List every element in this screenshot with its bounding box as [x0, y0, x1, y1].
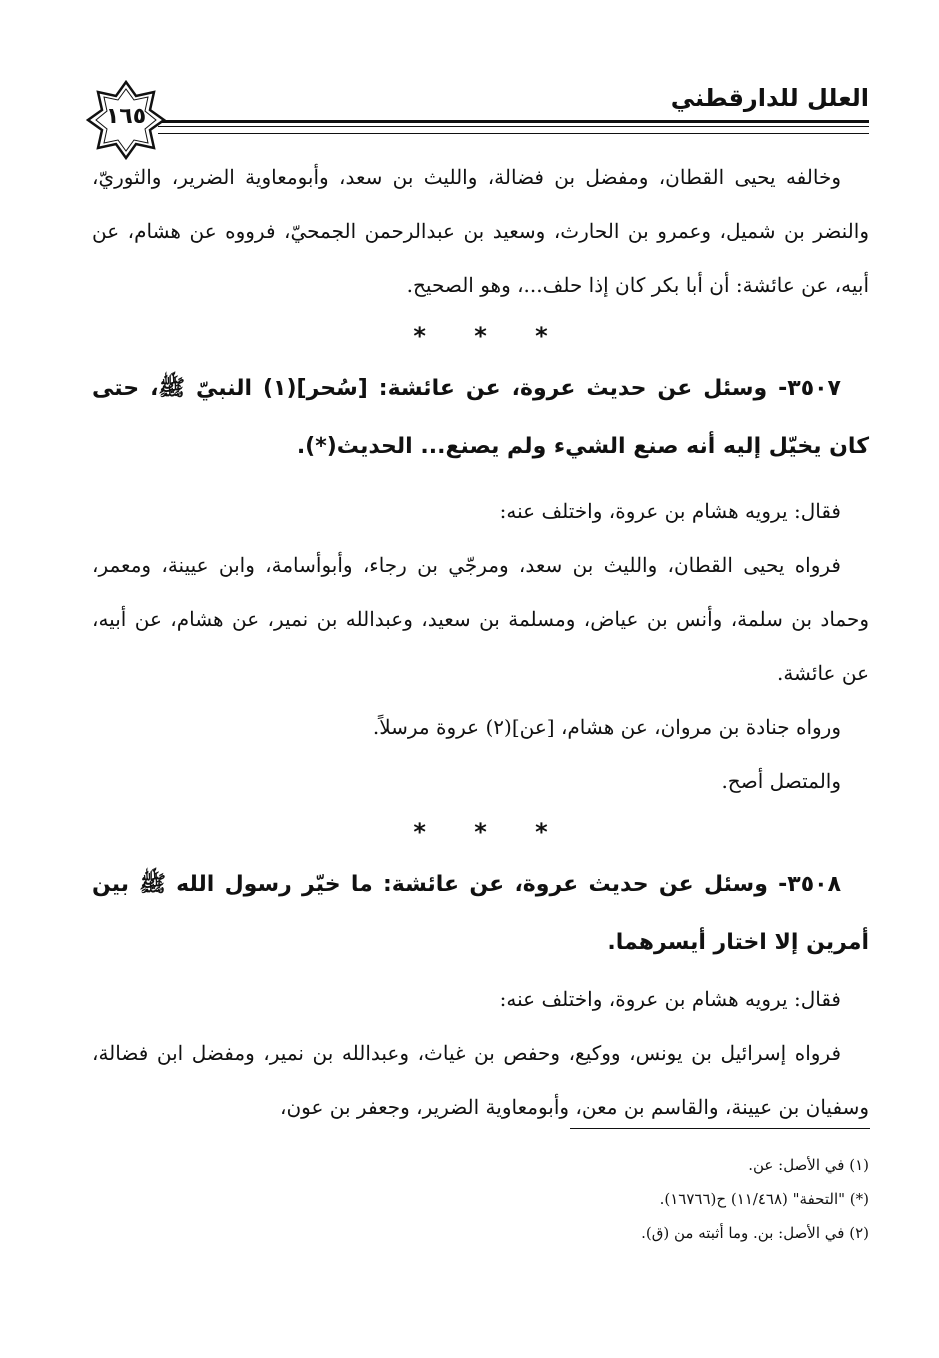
paragraph: فرواه يحيى القطان، والليث بن سعد، ومرجّي بن رجاء، وأبوأسامة، وابن عيينة، ومعمر، وحماد بن سلمة، وأنس بن عياض، ومسلمة بن سعيد، وعبدالله بن نمير، عن هشام، عن أبيه، عن عائشة.: [92, 553, 869, 685]
running-header-title: العلل للدارقطني: [670, 84, 869, 112]
paragraph: وخالفه يحيى القطان، ومفضل بن فضالة، والليث بن سعد، وأبومعاوية الضرير، والثوريّ، والنضر بن شميل، وعمرو بن الحارث، وسعيد بن عبدالرحمن الجمحيّ، فرووه عن هشام، عن أبيه، عن عائشة: أن أبا بكر كان إذا حلف...، وهو الصحيح.: [92, 165, 869, 297]
page-number: ١٦٥: [105, 104, 147, 129]
paragraph: فقال: يرويه هشام بن عروة، واختلف عنه:: [499, 987, 841, 1011]
hadith-heading-3507: ٣٥٠٧- وسئل عن حديث عروة، عن عائشة: [سُحر](١) النبيّ ﷺ، حتى كان يخيّل إليه أنه صنع الشيء ولم يصنع... الحديث(*).: [92, 376, 869, 459]
paragraph: فقال: يرويه هشام بن عروة، واختلف عنه:: [499, 499, 841, 523]
paragraph: فرواه إسرائيل بن يونس، ووكيع، وحفص بن غياث، وعبدالله بن نمير، ومفضل ابن فضالة، وسفيان بن عيينة، والقاسم بن معن، وأبومعاوية الضرير، وجعفر بن عون،: [92, 1041, 869, 1119]
section-separator: * * *: [413, 322, 548, 350]
footnotes: [360, 1148, 869, 1250]
footnote: (١) في الأصل: عن.: [748, 1156, 869, 1174]
header-rule-inner: [158, 126, 869, 127]
section-separator: * * *: [413, 818, 548, 846]
hadith-heading-3508: ٣٥٠٨- وسئل عن حديث عروة، عن عائشة: ما خيّر رسول الله ﷺ بين أمرين إلا اختار أيسرهما.: [92, 872, 869, 955]
paragraph: ورواه جنادة بن مروان، عن هشام، [عن](٢) عروة مرسلاً.: [372, 715, 841, 739]
paragraph: والمتصل أصح.: [721, 769, 841, 793]
footnote-rule: [570, 1128, 870, 1129]
footnote: (*) "التحفة" (١١/٤٦٨) ح(١٦٧٦٦).: [659, 1190, 869, 1208]
header-rule: [158, 120, 869, 134]
main-text: [92, 150, 869, 1134]
footnote: (٢) في الأصل: بن. وما أثبته من (ق).: [641, 1224, 869, 1242]
